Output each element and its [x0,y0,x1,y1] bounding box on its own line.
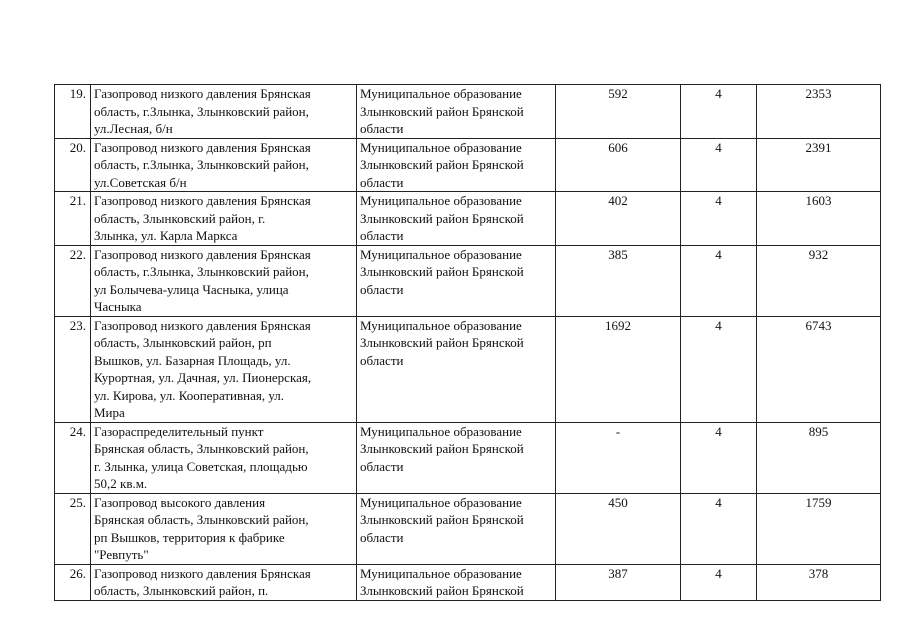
length-value: - [556,422,681,493]
object-name: Газопровод низкого давления Брянская область, г.Злынка, Злынковский район, ул.Советская б/н [91,138,357,192]
cost-value: 2391 [757,138,881,192]
category-value: 4 [681,245,757,316]
length-value: 592 [556,85,681,139]
row-number: 23. [55,316,91,422]
object-name: Газопровод низкого давления Брянская область, Злынковский район, п. [91,564,357,600]
table-row [55,138,881,192]
table-row [55,316,881,422]
length-value: 385 [556,245,681,316]
row-number: 26. [55,564,91,600]
object-name: Газопровод низкого давления Брянская область, г.Злынка, Злынковский район, ул Болычева-улица Часныка, улица Часныка [91,245,357,316]
length-value: 402 [556,192,681,246]
cost-value: 2353 [757,85,881,139]
category-value: 4 [681,422,757,493]
row-number: 20. [55,138,91,192]
category-value: 4 [681,493,757,564]
table-row [55,422,881,493]
owner-name: Муниципальное образование Злынковский район Брянской области [357,316,556,422]
length-value: 387 [556,564,681,600]
row-number: 24. [55,422,91,493]
row-number: 19. [55,85,91,139]
cost-value: 1603 [757,192,881,246]
table-row [55,493,881,564]
cost-value: 378 [757,564,881,600]
owner-name: Муниципальное образование Злынковский район Брянской области [357,138,556,192]
object-name: Газопровод низкого давления Брянская область, Злынковский район, г. Злынка, ул. Карла Маркса [91,192,357,246]
owner-name: Муниципальное образование Злынковский район Брянской области [357,422,556,493]
cost-value: 895 [757,422,881,493]
table-row [55,192,881,246]
category-value: 4 [681,564,757,600]
owner-name: Муниципальное образование Злынковский район Брянской [357,564,556,600]
category-value: 4 [681,316,757,422]
table-row [55,85,881,139]
object-name: Газопровод низкого давления Брянская область, г.Злынка, Злынковский район, ул.Лесная, б/н [91,85,357,139]
object-name: Газораспределительный пункт Брянская область, Злынковский район, г. Злынка, улица Советская, площадью 50,2 кв.м. [91,422,357,493]
object-name: Газопровод низкого давления Брянская область, Злынковский район, рп Вышков, ул. Базарная Площадь, ул. Курортная, ул. Дачная, ул. Пионерская, ул. Кирова, ул. Кооперативная, ул. Мира [91,316,357,422]
owner-name: Муниципальное образование Злынковский район Брянской области [357,192,556,246]
length-value: 1692 [556,316,681,422]
table-row [55,245,881,316]
category-value: 4 [681,192,757,246]
object-name: Газопровод высокого давления Брянская область, Злынковский район, рп Вышков, территория к фабрике "Ревпуть" [91,493,357,564]
category-value: 4 [681,138,757,192]
row-number: 22. [55,245,91,316]
length-value: 450 [556,493,681,564]
row-number: 21. [55,192,91,246]
category-value: 4 [681,85,757,139]
table-row [55,564,881,600]
row-number: 25. [55,493,91,564]
owner-name: Муниципальное образование Злынковский район Брянской области [357,493,556,564]
cost-value: 1759 [757,493,881,564]
owner-name: Муниципальное образование Злынковский район Брянской области [357,245,556,316]
property-table-body [55,85,881,601]
cost-value: 932 [757,245,881,316]
cost-value: 6743 [757,316,881,422]
owner-name: Муниципальное образование Злынковский район Брянской области [357,85,556,139]
length-value: 606 [556,138,681,192]
property-table [54,84,881,601]
